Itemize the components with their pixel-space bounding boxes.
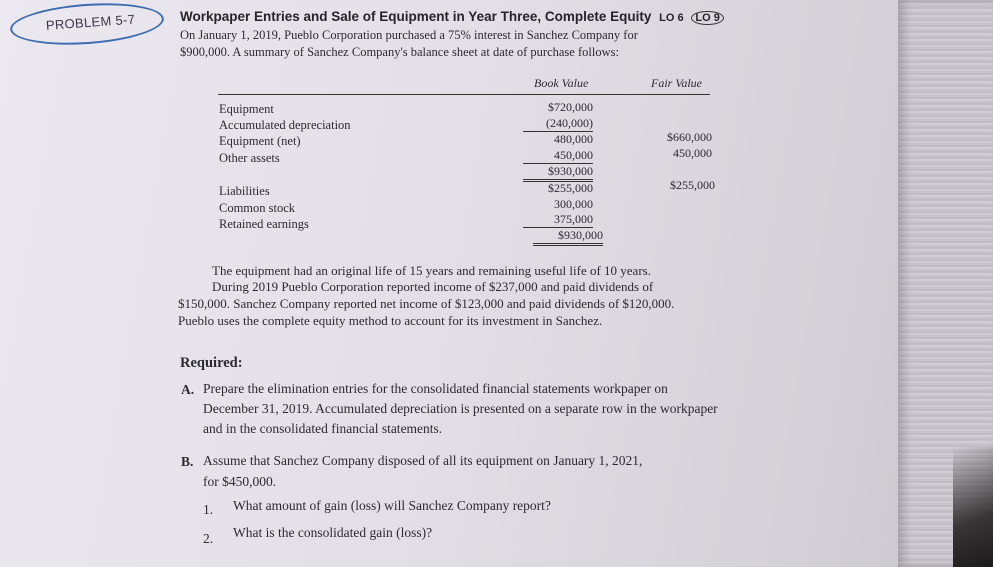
item-a-line: December 31, 2019. Accumulated depreciation is presented on a separate row in the workpaper (203, 401, 718, 416)
intro-line: On January 1, 2019, Pueblo Corporation purchased a 75% interest in Sanchez Company for (180, 28, 638, 42)
body-line: During 2019 Pueblo Corporation reported income of $237,000 and paid dividends of (212, 279, 654, 294)
item-b-letter: B. (181, 454, 194, 469)
book-value-total-equities: $930,000 (533, 228, 603, 246)
problem-label-circle (9, 0, 165, 49)
book-value-common-stock: 300,000 (554, 197, 593, 211)
row-label-other-assets: Other assets (219, 151, 280, 165)
book-value-retained-earnings: 375,000 (523, 212, 593, 228)
row-label-accumulated-depreciation: Accumulated depreciation (219, 118, 351, 132)
page-edge-background (898, 0, 993, 567)
book-value-liabilities: $255,000 (548, 181, 593, 195)
question-1-number: 1. (203, 502, 214, 517)
book-value-equipment: $720,000 (548, 100, 593, 114)
column-header-fair-value: Fair Value (651, 76, 702, 90)
item-a-line: and in the consolidated financial statements. (203, 421, 443, 436)
lo-9-badge: LO 9 (691, 11, 723, 25)
question-1-text: What amount of gain (loss) will Sanchez Company report? (233, 498, 551, 513)
row-label-equipment: Equipment (219, 102, 274, 116)
item-b-line: Assume that Sanchez Company disposed of all its equipment on January 1, 2021, (203, 453, 643, 468)
row-label-common-stock: Common stock (219, 201, 296, 215)
lo-6-badge: LO 6 (659, 12, 684, 24)
problem-title (180, 9, 724, 25)
row-label-liabilities: Liabilities (219, 184, 270, 198)
book-value-total-assets: $930,000 (523, 164, 593, 182)
item-a-letter: A. (181, 382, 195, 397)
fair-value-liabilities: $255,000 (670, 178, 715, 192)
book-value-equipment-net: 480,000 (554, 132, 593, 146)
column-header-book-value: Book Value (534, 76, 589, 90)
problem-title-text: Workpaper Entries and Sale of Equipment in Year Three, Complete Equity (180, 9, 652, 24)
question-2-number: 2. (203, 531, 214, 546)
intro-line: $900,000. A summary of Sanchez Company's balance sheet at date of purchase follows: (180, 45, 619, 59)
intro-paragraph (180, 27, 750, 61)
book-value-accumulated-depreciation: (240,000) (523, 116, 593, 132)
row-label-retained-earnings: Retained earnings (219, 217, 309, 231)
body-line: The equipment had an original life of 15 years and remaining useful life of 10 years. (212, 263, 651, 278)
item-a-line: Prepare the elimination entries for the consolidated financial statements workpaper on (203, 381, 668, 396)
table-header-rule (218, 94, 710, 95)
book-value-other-assets: 450,000 (523, 148, 593, 164)
body-line: Pueblo uses the complete equity method to account for its investment in Sanchez. (178, 313, 603, 328)
fair-value-other-assets: 450,000 (673, 146, 712, 160)
body-line: $150,000. Sanchez Company reported net income of $123,000 and paid dividends of $120,000. (178, 296, 675, 311)
item-b-line: for $450,000. (203, 474, 277, 489)
problem-label: PROBLEM 5-7 (45, 11, 136, 33)
question-2-text: What is the consolidated gain (loss)? (233, 525, 433, 540)
row-label-equipment-net: Equipment (net) (219, 134, 301, 148)
fair-value-equipment-net: $660,000 (667, 130, 712, 144)
required-heading: Required: (180, 355, 243, 371)
